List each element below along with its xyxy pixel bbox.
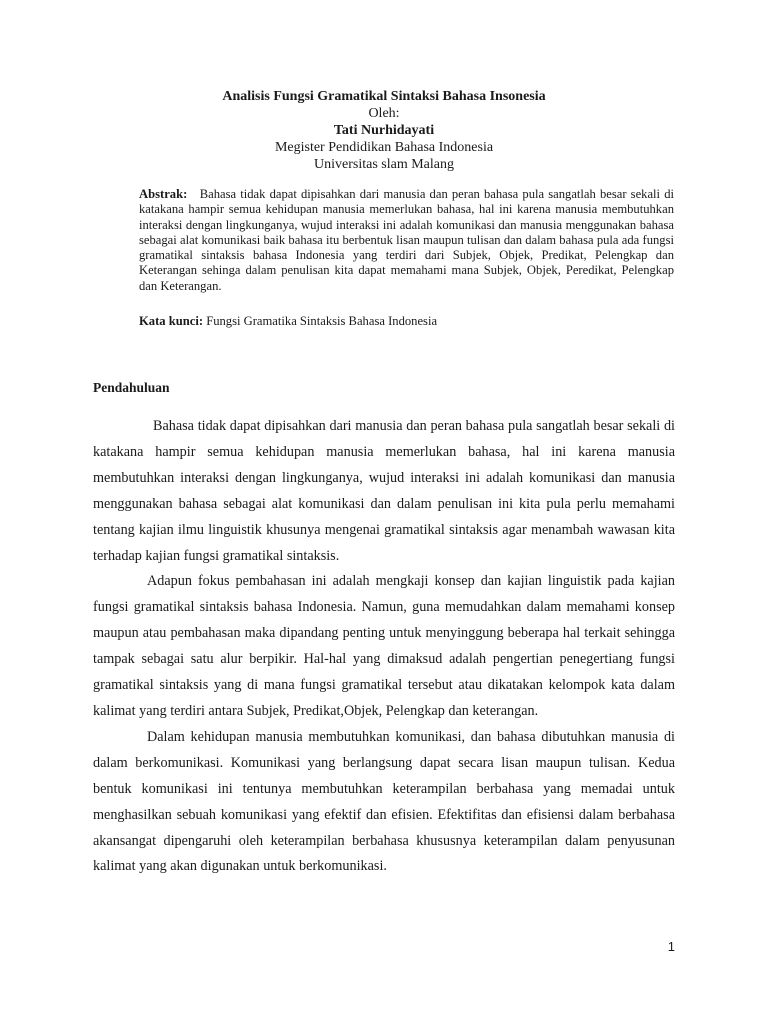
abstract-label: Abstrak:	[139, 187, 188, 201]
keywords	[139, 313, 674, 329]
section-body	[93, 414, 675, 880]
document-title: Analisis Fungsi Gramatikal Sintaksi Bahasa Insonesia	[222, 89, 546, 104]
page-number: 1	[667, 939, 675, 954]
paragraph: Adapun fokus pembahasan ini adalah mengkaji konsep dan kajian linguistik pada kajian fungsi gramatikal sintaksis bahasa Indonesia. Namun, guna memudahkan dalam memahami konsep maupun atau pembahasan maka dipandang penting untuk menyinggung beberapa hal terkait sehingga tampak sebagai satu alur berpikir. Hal-hal yang dimaksud adalah pengertian penegertiang fungsi gramatikal sintaksis yang di mana fungsi gramatikal tersebut atau dikatakan kelompok kata dalam kalimat yang terdiri antara Subjek, Predikat,Objek, Pelengkap dan keterangan.	[93, 573, 675, 719]
by-label: Oleh:	[368, 106, 400, 121]
university-name: Universitas slam Malang	[314, 157, 454, 172]
program-name: Megister Pendidikan Bahasa Indonesia	[274, 140, 494, 155]
abstract-text: Bahasa tidak dapat dipisahkan dari manusia dan peran bahasa pula sangatlah besar sekali di katakana hampir semua kehidupan manusia memerlukan bahasa, hal ini karena manusia membutuhkan interaksi dengan lingkunganya, wujud interaksi ini adalah komunikasi dan manusia menggunakan bahasa sebagai alat komunikasi baik bahasa itu berbentuk lisan maupun tulisan dan dalam bahasa pula ada fungsi gramatikal sintaksis bahasa Indonesia yang terdiri dari Subjek, Objek, Predikat, Pelengkap dan Keterangan sehinga dalam penulisan kita dapat memahami mana Subjek, Objek, Peredikat, Pelengkap dan Keterangan.	[139, 187, 674, 293]
author-name: Tati Nurhidayati	[333, 123, 435, 138]
keywords-text: Fungsi Gramatika Sintaksis Bahasa Indonesia	[206, 314, 438, 328]
paragraph: Bahasa tidak dapat dipisahkan dari manusia dan peran bahasa pula sangatlah besar sekali di katakana hampir semua kehidupan manusia memerlukan bahasa, hal ini karena manusia membutuhkan interaksi dengan lingkunganya, wujud interaksi ini adalah komunikasi dan manusia menggunakan bahasa sebagai alat komunikasi dan dalam penulisan ini kita pula perlu memahami tentang kajian ilmu linguistik khusunya mengenai gramatikal sintaksis agar menambah wawasan kita terhadap kajian fungsi gramatikal sintaksis.	[93, 418, 675, 564]
keywords-label: Kata kunci:	[139, 314, 204, 328]
abstract	[139, 187, 674, 294]
section-heading: Pendahuluan	[93, 380, 170, 395]
title-block	[93, 88, 675, 173]
paragraph: Dalam kehidupan manusia membutuhkan komunikasi, dan bahasa dibutuhkan manusia di dalam berkomunikasi. Komunikasi yang berlangsung dapat secara lisan maupun tulisan. Kedua bentuk komunikasi ini tentunya membutuhkan keterampilan berbahasa yang memadai untuk menghasilkan sebuah komunikasi yang efektif dan efisien. Efektifitas dan efisiensi dalam berbahasa akansangat dipengaruhi oleh keterampilan berbahasa khususnya keterampilan dalam penyusunan kalimat yang akan digunakan untuk berkomunikasi.	[93, 728, 675, 875]
